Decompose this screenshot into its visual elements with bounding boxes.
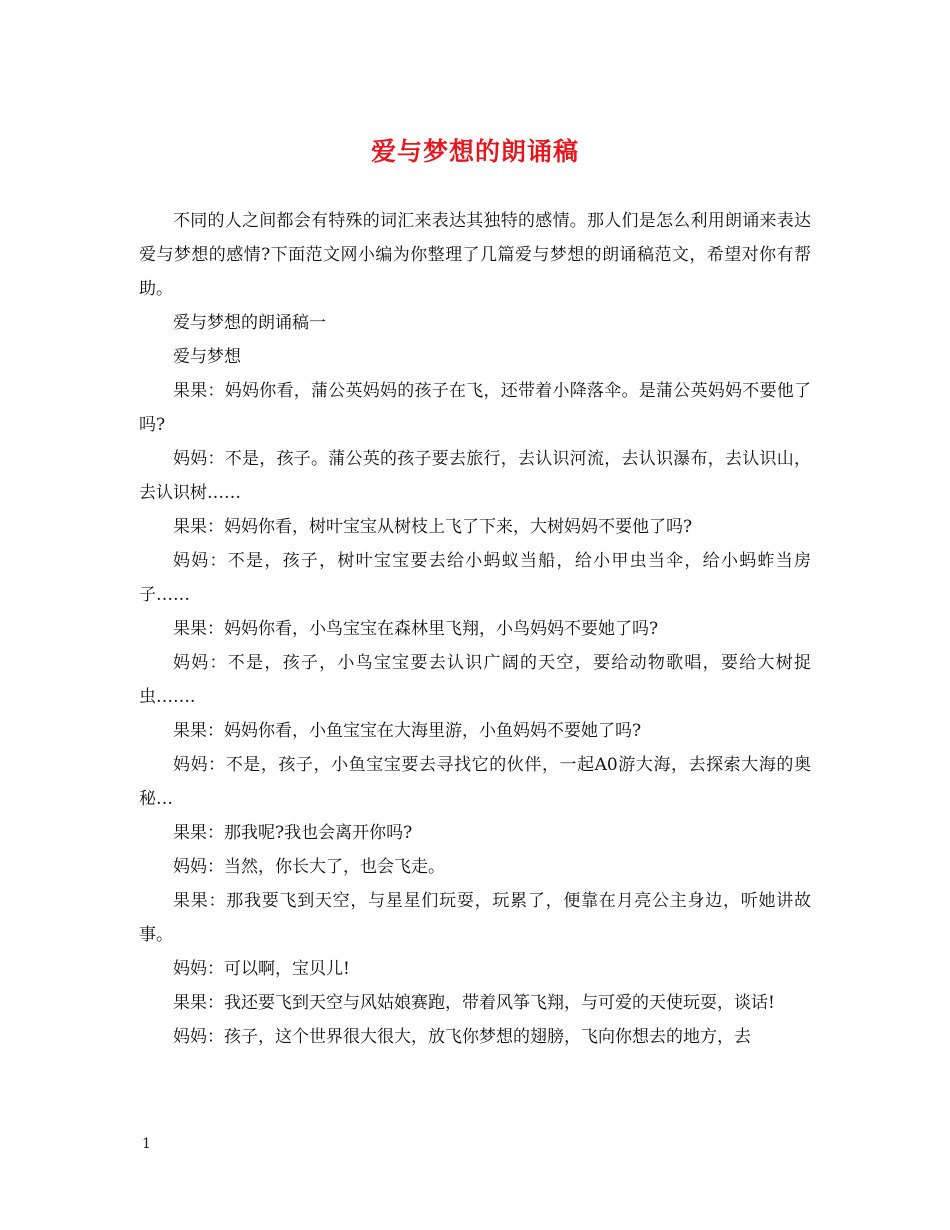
paragraph: 爱与梦想的朗诵稿一 — [173, 313, 326, 333]
paragraph: 妈妈：孩子，这个世界很大很大，放飞你梦想的翅膀，飞向你想去的地方，去 — [173, 1027, 751, 1047]
paragraph: 果果：妈妈你看，蒲公英妈妈的孩子在飞，还带着小降落伞。是蒲公英妈妈不要他了吗? — [139, 381, 811, 435]
document-body — [139, 204, 811, 1054]
paragraph: 妈妈：当然，你长大了，也会飞走。 — [173, 857, 445, 877]
paragraph: 果果：妈妈你看，小鸟宝宝在森林里飞翔，小鸟妈妈不要她了吗? — [173, 619, 659, 639]
paragraph: 爱与梦想 — [173, 347, 241, 367]
paragraph: 妈妈：可以啊，宝贝儿! — [173, 959, 350, 979]
paragraph: 果果：妈妈你看，小鱼宝宝在大海里游，小鱼妈妈不要她了吗? — [173, 721, 642, 741]
paragraph: 妈妈：不是，孩子。蒲公英的孩子要去旅行，去认识河流，去认识瀑布，去认识山，去认识树…… — [139, 449, 811, 503]
paragraph: 果果：我还要飞到天空与风姑娘赛跑，带着风筝飞翔，与可爱的天使玩耍，谈话! — [173, 993, 775, 1013]
paragraph: 妈妈：不是，孩子，树叶宝宝要去给小蚂蚁当船，给小甲虫当伞，给小蚂蚱当房子…… — [139, 551, 811, 605]
paragraph: 果果：那我要飞到天空，与星星们玩耍，玩累了，便靠在月亮公主身边，听她讲故事。 — [139, 891, 811, 945]
paragraph: 果果：那我呢?我也会离开你吗? — [173, 823, 413, 843]
document-title: 爱与梦想的朗诵稿 — [370, 137, 579, 166]
paragraph: 果果：妈妈你看，树叶宝宝从树枝上飞了下来，大树妈妈不要他了吗? — [173, 517, 693, 537]
paragraph: 妈妈：不是，孩子，小鸟宝宝要去认识广阔的天空，要给动物歌唱，要给大树捉虫……. — [139, 653, 811, 707]
paragraph: 不同的人之间都会有特殊的词汇来表达其独特的感情。那人们是怎么利用朗诵来表达爱与梦想的感情?下面范文网小编为你整理了几篇爱与梦想的朗诵稿范文，希望对你有帮助。 — [139, 211, 811, 299]
paragraph: 妈妈：不是，孩子，小鱼宝宝要去寻找它的伙伴，一起A0游大海，去探索大海的奥秘… — [139, 755, 811, 809]
page-number: 1 — [142, 1136, 151, 1152]
